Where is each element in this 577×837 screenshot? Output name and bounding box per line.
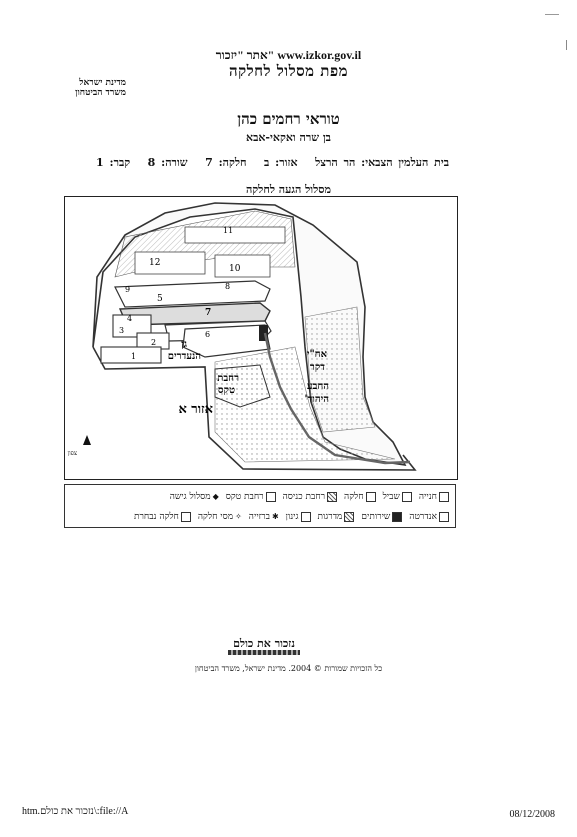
route-map	[64, 196, 458, 480]
legend-label: מדרגות	[317, 512, 343, 522]
section-value: 7	[205, 156, 213, 169]
cemetery-value: הר הרצל	[315, 156, 356, 169]
legend-label: שביל	[382, 492, 400, 502]
legend-label: מסלול גישה	[169, 492, 211, 502]
gan-label: הנעדרים	[167, 351, 201, 362]
map-legend	[64, 484, 456, 528]
print-date: 08/12/2008	[509, 809, 555, 820]
hatch-box-icon	[327, 492, 337, 502]
filled-box-icon	[392, 512, 402, 522]
legend-label: גינון	[285, 512, 299, 522]
legend-item	[318, 511, 355, 522]
legend-item	[361, 511, 402, 522]
page-title: מפת מסלול לחלקה	[228, 62, 348, 80]
plot-number: 9	[125, 285, 131, 294]
legend-label: חלקה נבחרת	[133, 512, 179, 522]
ahi-label: דקר	[309, 362, 325, 373]
site-url: www.izkor.gov.il	[277, 48, 362, 62]
plot-number: 6	[205, 330, 211, 339]
remember-all-logo	[218, 637, 310, 657]
soldier-name: טוראי רחמים כהן	[237, 110, 340, 128]
legend-label: חנייה	[418, 492, 437, 502]
legend-label: שירותים	[361, 512, 391, 522]
area-label: אזור:	[275, 156, 298, 169]
ministry-logo-text	[36, 78, 126, 98]
legend-item	[383, 491, 412, 502]
diamond-icon: ✧	[235, 512, 242, 521]
print-file-path: htm.נזכור את כולם\:file://A	[22, 806, 129, 817]
legend-row	[163, 491, 449, 502]
plot-number: 11	[223, 226, 234, 235]
legend-label: חלקה	[344, 492, 364, 502]
row-label: שורה:	[161, 156, 188, 169]
legend-item	[344, 491, 376, 502]
legend-item	[134, 511, 191, 522]
plot-shape	[135, 252, 205, 274]
copyright: כל הזכויות שמורות © 2004. מדינת ישראל, משרד הביטחון	[194, 664, 383, 673]
ahi-label: אח"י	[306, 349, 327, 360]
grave-label: קבר:	[109, 156, 131, 169]
legend-label: רחבת טקס	[225, 492, 264, 502]
row-value: 8	[147, 156, 156, 169]
north-label: צפון	[67, 450, 77, 457]
legend-label: אנדרטה	[409, 512, 437, 522]
grave-location	[96, 156, 449, 169]
area-a-label: אזור א	[178, 402, 213, 417]
plot-number: 3	[119, 326, 125, 335]
legend-label: רחבת כניסה	[282, 492, 326, 502]
legend-item	[419, 491, 449, 502]
plot-number: 1	[131, 352, 137, 361]
box-icon	[366, 492, 376, 502]
legend-item	[226, 491, 276, 502]
soldier-parents: בן שרה ואקאי-אבא	[246, 131, 331, 144]
logo-text: נזכור את כולם	[233, 637, 295, 650]
section-label: חלקה:	[218, 156, 247, 169]
ceremony-plaza-label: רחבת	[217, 373, 239, 384]
legend-label: מסי חלקה	[197, 512, 234, 522]
north-arrow-icon	[83, 435, 91, 445]
map-drawing	[65, 197, 457, 479]
ministry-line-2: משרד הביטחון	[75, 88, 126, 98]
ministry-line-1: מדינת ישראל	[79, 78, 126, 88]
gan-label: גן	[181, 339, 187, 350]
star-icon: ✱	[271, 512, 279, 521]
site-line	[0, 48, 577, 63]
legend-row	[127, 511, 449, 522]
plot-number: 2	[151, 338, 157, 347]
plot-number: 4	[127, 314, 133, 323]
box-icon	[266, 492, 276, 502]
box-icon	[439, 512, 449, 522]
box-icon	[181, 512, 191, 522]
legend-item	[409, 511, 449, 522]
legend-label: ברזייה	[248, 512, 270, 522]
route-title: מסלול הגעה לחלקה	[245, 183, 332, 196]
plot-shape	[185, 227, 285, 243]
legend-item	[170, 491, 219, 502]
plot-number: 7	[205, 308, 212, 318]
legend-item	[198, 511, 242, 522]
legend-item	[249, 511, 279, 522]
hatch-box-icon	[344, 512, 354, 522]
legend-item	[286, 511, 311, 522]
plot-number: 5	[157, 294, 163, 304]
scan-mark	[545, 14, 559, 15]
area-value: ב	[264, 156, 270, 169]
plot-number: 12	[149, 258, 161, 268]
legend-item	[283, 491, 337, 502]
ceremony-plaza-label: טקס	[217, 385, 235, 396]
arrow-icon: ◆	[212, 492, 219, 501]
box-icon	[402, 492, 412, 502]
plot-shape	[215, 255, 270, 277]
grave-value: 1	[96, 156, 104, 169]
logo-bar	[228, 650, 300, 655]
plot-number: 10	[229, 264, 241, 274]
box-icon	[301, 512, 311, 522]
hahevra-label: החבע	[306, 381, 329, 392]
box-icon	[439, 492, 449, 502]
plot-number: 8	[225, 282, 231, 291]
cemetery-label: בית העלמין הצבאי:	[361, 156, 449, 169]
hahevra-label: היהוד'	[304, 394, 329, 405]
site-prefix: אתר "יזכור"	[215, 48, 275, 62]
